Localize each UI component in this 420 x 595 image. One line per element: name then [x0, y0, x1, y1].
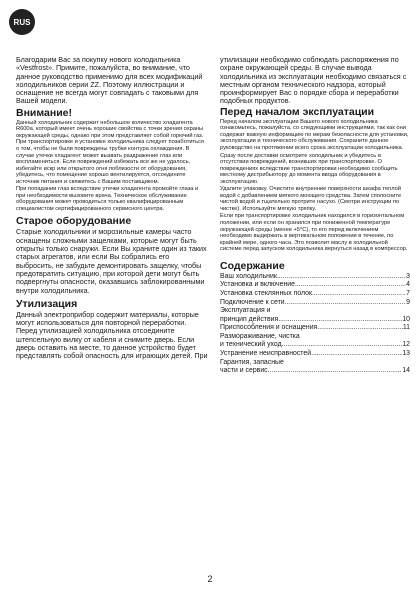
old-equipment-heading: Старое оборудование — [16, 215, 132, 228]
toc-item: Установка стеклянных полок ..... 7 — [220, 290, 410, 299]
warning-paragraph-1: Данный холодильник содержит небольшое количество хладагента R600a, который имеет очень хорошие свойства с точки зрения охраны окружающей среды, однако при этом представляет собой горючий газ. При транспортировке и установке холодильника следует позаботиться о том, чтобы не были повреждены трубки контура охлаждения. В случае утечки хладагент может вызвать раздражение глаз или воспламениться. Если повреждений избежать все же не удалось, избегайте искр или открытого огня поблизости от оборудования, убедитесь, что помещение хорошо вентилируется, отсоедините источник питания и свяжитесь с Вашим поставщиком. — [16, 119, 205, 185]
warning-heading: Внимание! — [16, 106, 72, 119]
toc-item: Ваш холодильник ..... 3 — [220, 273, 410, 282]
left-column — [16, 56, 208, 361]
right-column — [220, 56, 410, 376]
disposal-heading: Утилизация — [16, 297, 78, 310]
before-use-paragraph-2: Сразу после доставки осмотрите холодильник и убедитесь в отсутствии повреждений, возникших при транспортировке. О повреждениях вследствие транспортировки необходимо сообщить местному дистрибьютору до момента ввода оборудования в эксплуатацию. — [220, 152, 398, 185]
page-number: 2 — [207, 574, 213, 584]
toc-item: Установка и включение ..... 4 — [220, 281, 410, 290]
toc-item: принцип действия ..... 10 — [220, 316, 410, 325]
old-equipment-paragraph: Старые холодильники и морозильные камеры часто оснащены сложными защелками, которые могут быть открыты только снаружи. Если Вы храните один из таких старых агрегатов, или если Вы собрались его выбросить, не забудьте демонтировать защелку, чтобы предотвратить ситуацию, при которой дети могут быть подвергнуты опасности, оказавшись заблокированными внутри холодильника. — [16, 227, 207, 295]
before-use-heading: Перед началом эксплуатации — [220, 105, 375, 118]
contents-heading: Содержание — [220, 259, 285, 272]
toc-item-prefix: Размораживание, чистка — [220, 332, 300, 340]
before-use-paragraph-4: Если при транспортировке холодильник находился в горизонтальном положении, или если он хранился при пониженной температуре окружающей среды (менее +5°C), то его перед включением необходимо выдержать в вертикальном положении в течение, по крайней мере, одного часа. Это позволит маслу в холодильной системе перед запуском холодильника вернуться назад в компрессор. — [220, 213, 408, 253]
disposal-continued-paragraph: утилизации необходимо соблюдать распоряжения по охране окружающей среды. В случае вывода холодильника из эксплуатации необходимо связаться с местным органом технического надзора, который проинформирует Вас о порядке сбора и переработки подобных продуктов. — [220, 55, 407, 106]
intro-paragraph: Благодарим Вас за покупку нового холодильника «Vestfrost». Примите, пожалуйста, во внимание, что данное руководство применимо для всех модификаций холодильников серии ZZ. Поэтому иллюстрации и оснащение не всегда могут совпадать с таковыми для Вашей модели. — [16, 55, 203, 106]
toc-item: Устранение неисправностей ..... 13 — [220, 350, 410, 359]
toc-item-prefix: Эксплуатация и — [220, 307, 271, 315]
toc-item: Приспособления и оснащения ..... 11 — [220, 324, 410, 333]
before-use-paragraph-3: Удалите упаковку. Очистите внутренние поверхности шкафа теплой водой с добавлением мягкого моющего средства. Затем сполосните чистой водой и тщательно протрите насухо. (Смотри инструкции по чистке). Используйте мягкую тряпку. — [220, 186, 402, 212]
before-use-paragraph-1: Перед началом эксплуатации Вашего нового холодильника ознакомьтесь, пожалуйста, со следующими инструкциями, так как они содержат важную информацию по мерам безопасности для установки, эксплуатации и технического обслуживания. Сохраните данное руководство на протяжении всего срока эксплуатации холодильника. — [220, 118, 409, 151]
table-of-contents — [220, 273, 410, 376]
toc-item: Подключение к сети ..... 9 — [220, 299, 410, 308]
toc-item-prefix: Гарантия, запасные — [220, 358, 284, 366]
warning-paragraph-2: При попадании глаз вследствие утечки хладагента промойте глаза и при необходимости вызовите врача. Техническое обслуживание оборудования может проводиться только квалифицированным специалистом сертифицированного сервисного центра. — [16, 186, 199, 212]
language-badge: RUS — [9, 9, 35, 35]
disposal-paragraph: Данный электроприбор содержит материалы, которые могут использоваться для повторной переработки. Перед утилизацией холодильника отсоедините штепсельную вилку от кабеля и снимите дверь. Если дверь оставить на месте, то данное устройство будет представлять собой опасность для играющих детей. При — [16, 309, 208, 361]
toc-item: части и сервис ..... 14 — [220, 367, 410, 376]
toc-item: и технический уход ..... 12 — [220, 341, 410, 350]
